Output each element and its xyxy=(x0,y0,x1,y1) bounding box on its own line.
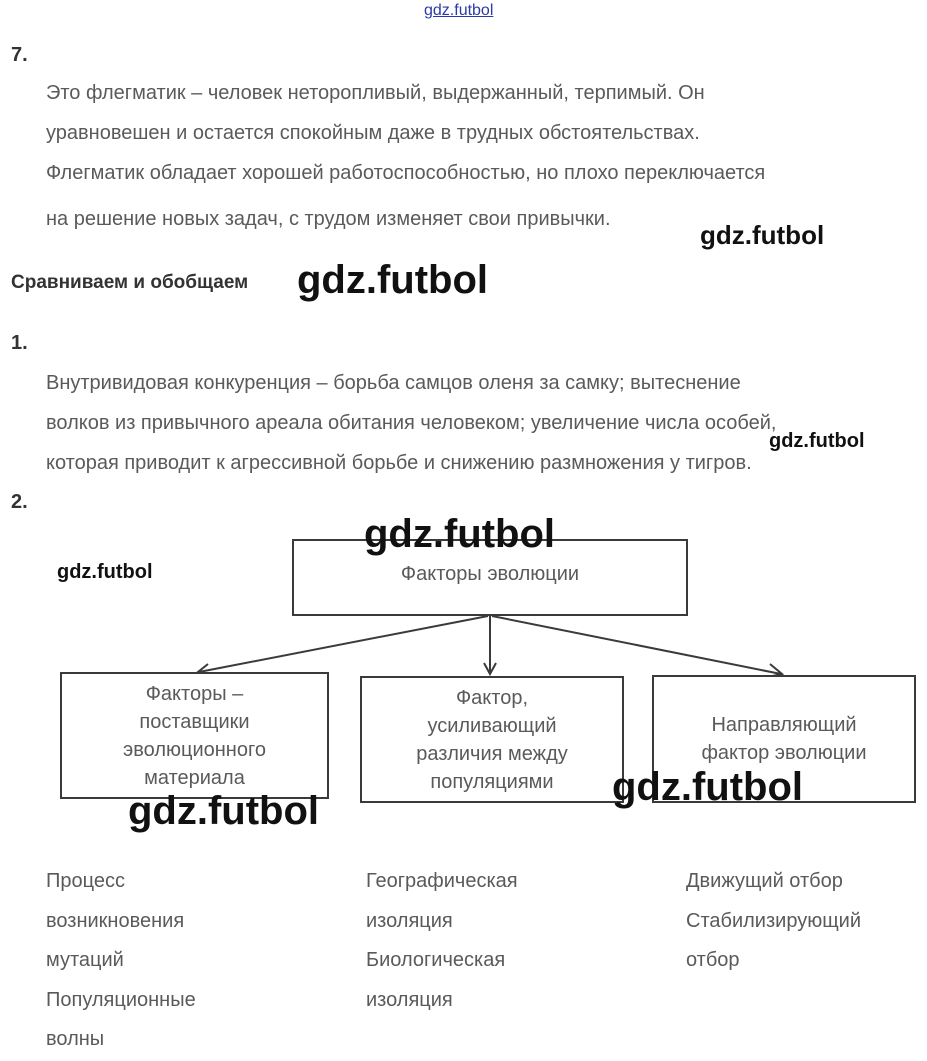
column-3 xyxy=(686,862,861,981)
diagram-child-line: Фактор, xyxy=(455,686,529,709)
column-item: Биологическая xyxy=(366,949,506,971)
paragraph-line: волков из привычного ареала обитания человеком; увеличение числа особей, xyxy=(46,412,777,434)
diagram-child-line: Факторы – xyxy=(145,682,244,705)
column-2 xyxy=(366,862,518,1020)
diagram-child-box-1 xyxy=(60,672,329,799)
column-item: изоляция xyxy=(366,988,453,1011)
diagram-child-line: эволюционного xyxy=(123,738,266,761)
column-item: отбор xyxy=(686,949,740,971)
watermark: gdz.futbol xyxy=(364,512,556,556)
watermark: gdz.futbol xyxy=(700,220,825,250)
diagram-child-box-2 xyxy=(360,676,624,803)
paragraph-line: на решение новых задач, с трудом изменяет свои привычки. xyxy=(46,208,611,230)
column-item: мутаций xyxy=(46,949,124,971)
diagram-child-line: усиливающий xyxy=(427,714,557,737)
diagram-child-line: материала xyxy=(144,766,245,789)
diagram-child-line: Направляющий xyxy=(711,714,857,736)
watermark: gdz.futbol xyxy=(612,765,804,809)
column-item: возникновения xyxy=(46,909,185,932)
arrow-left xyxy=(199,616,488,672)
watermark-top: gdz.futbol xyxy=(424,2,494,19)
column-1 xyxy=(46,862,196,1060)
column-item: волны xyxy=(46,1028,105,1050)
column-item: Движущий отбор xyxy=(686,870,843,892)
column-item: Популяционные xyxy=(46,988,196,1011)
column-item: Стабилизирующий xyxy=(686,909,862,932)
paragraph-line: Флегматик обладает хорошей работоспособностью, но плохо переключается xyxy=(46,162,766,184)
watermark: gdz.futbol xyxy=(769,430,865,452)
paragraph-line: уравновешен и остается спокойным даже в трудных обстоятельствах. xyxy=(46,122,700,144)
diagram-child-line: различия между xyxy=(416,742,568,765)
column-item: Географическая xyxy=(366,870,518,892)
arrow-right xyxy=(492,616,781,674)
diagram-root-label: Факторы эволюции xyxy=(400,563,580,585)
paragraph-line: которая приводит к агрессивной борьбе и снижению размножения у тигров. xyxy=(46,452,752,474)
paragraph-line: Внутривидовая конкуренция – борьба самцов оленя за самку; вытеснение xyxy=(46,372,741,394)
column-item: изоляция xyxy=(366,909,453,932)
section-heading: Сравниваем и обобщаем xyxy=(11,272,249,293)
column-item: Процесс xyxy=(46,870,125,892)
watermark: gdz.futbol xyxy=(57,561,153,583)
watermark: gdz.futbol xyxy=(297,258,489,302)
diagram-child-line: фактор эволюции xyxy=(701,742,867,764)
paragraph-line: Это флегматик – человек неторопливый, выдержанный, терпимый. Он xyxy=(46,82,705,104)
watermark: gdz.futbol xyxy=(128,789,320,833)
diagram-child-line: популяциями xyxy=(430,770,554,793)
section-number-1: 1. xyxy=(11,332,28,354)
section-number-2: 2. xyxy=(11,491,28,513)
section-number-7: 7. xyxy=(11,44,28,66)
diagram-child-line: поставщики xyxy=(139,710,250,733)
